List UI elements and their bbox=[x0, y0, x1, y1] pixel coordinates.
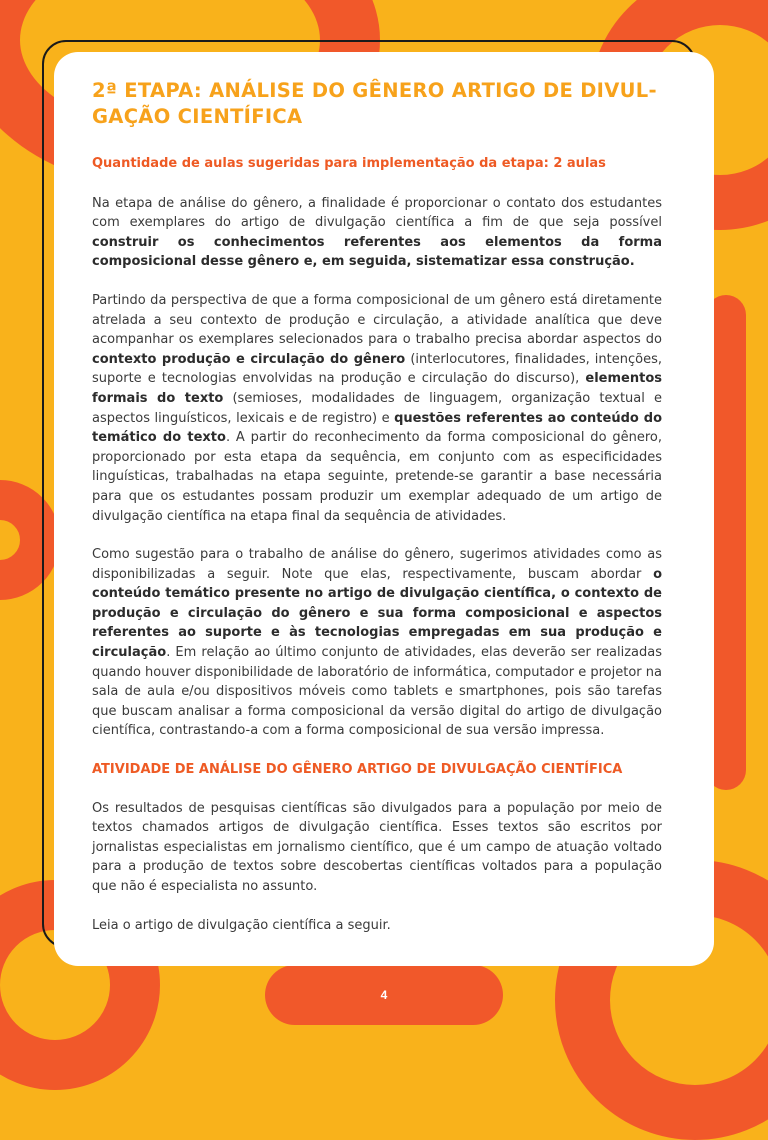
document-body bbox=[92, 78, 662, 935]
title-line-1: 2ª ETAPA: ANÁLISE DO GÊNERO ARTIGO DE DIVUL- bbox=[92, 79, 657, 102]
p1-text: Na etapa de análise do gênero, a finalidade é proporcionar o contato dos estudantes com exemplares do artigo de divulgação científica a fim de que seja possível bbox=[92, 195, 662, 231]
activity-section-heading: ATIVIDADE DE ANÁLISE DO GÊNERO ARTIGO DE DIVULGAÇÃO CIENTÍFICA bbox=[92, 762, 623, 778]
p3-text-2: . Em relação ao último conjunto de atividades, elas deverão ser realizadas quando houver disponibilidade de laboratório de informática, computador e projetor na sala de aula e/ou dispositivos móveis como tablets e smartphones, pois são tarefas que buscam analisar a forma composicional da versão digital do artigo de divulgação científica, contrastando-a com a forma composicional de sua versão impressa. bbox=[92, 645, 662, 739]
page-title bbox=[92, 78, 662, 130]
p2-text-1: Partindo da perspectiva de que a forma composicional de um gênero está diretamente atrelada a seu contexto de produção e circulação, a atividade analítica que deve acompanhar os exemplares selecionados para o trabalho precisa abordar aspectos do bbox=[92, 292, 662, 348]
p1-bold: construir os conhecimentos referentes aos elementos da forma composicional desse gênero e, em seguida, sistematizar essa construção. bbox=[92, 234, 662, 270]
paragraph-read-article: Leia o artigo de divulgação científica a seguir. bbox=[92, 917, 391, 933]
lesson-count-subtitle: Quantidade de aulas sugeridas para implementação da etapa: 2 aulas bbox=[92, 156, 606, 171]
paragraph-suggestion bbox=[92, 545, 662, 741]
p2-bold-3: questões referentes ao conteúdo do temático do texto bbox=[92, 410, 662, 446]
p2-bold-1: contexto produção e circulação do gênero bbox=[92, 351, 406, 367]
p2-bold-2: elementos formais do texto bbox=[92, 371, 662, 406]
p2-text-2: (interlocutores, finalidades, intenções, suporte e tecnologias envolvidas na produção e circulação do discurso), bbox=[92, 351, 662, 387]
p2-text-3: (semioses, modalidades de linguagem, organização textual e aspectos linguísticos, lexicais e de registro) e bbox=[92, 390, 662, 426]
title-line-2: GAÇÃO CIENTÍFICA bbox=[92, 105, 303, 128]
paragraph-intro bbox=[92, 194, 662, 272]
p2-text-4: . A partir do reconhecimento da forma composicional do gênero, proporcionado por esta etapa da sequência, em conjunto com as especificidades linguísticas, trabalhadas na etapa seguinte, pretende-se garantir a base necessária para que os estudantes possam produzir um exemplar adequado de um artigo de divulgação científica na etapa final da sequência de atividades. bbox=[92, 430, 662, 524]
paragraph-composition bbox=[92, 291, 662, 526]
page-number: 4 bbox=[380, 988, 388, 1002]
p3-bold-1: o conteúdo temático presente no artigo de divulgação científica, o contexto de produção e circulação do gênero e sua forma composicional e aspectos referentes ao suporte e às tecnologias empregadas em sua produção e circulação bbox=[92, 566, 662, 661]
p3-text-1: Como sugestão para o trabalho de análise do gênero, sugerimos atividades como as disponibilizadas a seguir. Note que elas, respectivamente, buscam abordar bbox=[92, 547, 662, 582]
paragraph-research-results: Os resultados de pesquisas científicas são divulgados para a população por meio de textos chamados artigos de divulgação científica. Esses textos são escritos por jornalistas especialistas em jornalismo científico, que é um campo de atuação voltado para a produção de textos sobre descobertas científicas voltados para a população que não é especialista no assunto. bbox=[92, 800, 662, 894]
